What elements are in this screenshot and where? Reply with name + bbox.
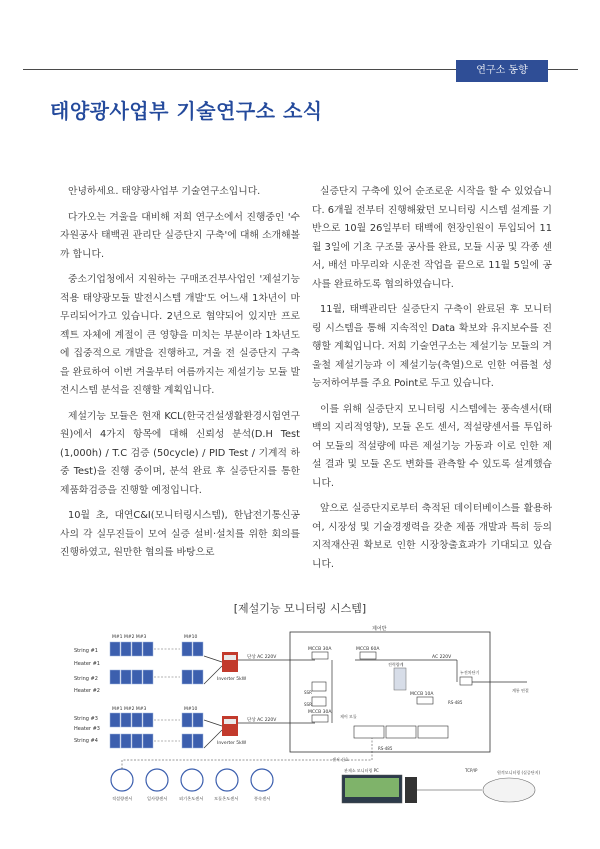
- figure-caption: [제설기능 모니터링 시스템]: [233, 602, 367, 615]
- breaker-label: MCCB 30A: [308, 710, 332, 715]
- dy-mdt-r-module: [418, 726, 448, 738]
- breaker-label: MCCB 10A: [410, 692, 434, 697]
- string-label: String #1: [74, 648, 98, 654]
- string-label: Heater #3: [74, 726, 100, 732]
- paragraph: 10월 초, 대연C&I(모니터링시스템), 한납전기통신공사의 각 실무진들이 모여 실증 설비·설치를 위한 회의를 진행하였고, 원만한 협의를 바탕으로: [60, 510, 300, 558]
- article-right-column: [312, 183, 552, 581]
- string-label: String #2: [74, 676, 98, 682]
- inverter-label: Inverter 5kW: [217, 741, 247, 746]
- small-label: 제어 모듈: [340, 714, 357, 719]
- string-label: Heater #1: [74, 661, 100, 667]
- sensor-label: 일사량센서: [147, 796, 168, 801]
- array-label: M#1 M#2 M#3: [112, 635, 147, 640]
- ac-label: 단상 AC 220V: [247, 655, 277, 660]
- breaker-label: MCCB 30A: [308, 647, 332, 652]
- small-label: RS-485: [378, 746, 393, 751]
- sensor-label: 외기온도센서: [179, 796, 204, 801]
- power-meter: [394, 668, 406, 690]
- array-label: M#10: [184, 707, 198, 712]
- section-tag: 연구소 동향: [456, 60, 548, 82]
- monitoring-pc: [342, 775, 417, 803]
- paragraph: 이를 위해 실증단지 모니터링 시스템에는 풍속센서(태백의 지리적영향), 모듈 온도 센서, 적설량센서를 투입하여 모듈의 적설량에 따른 제설기능 가동과 이로 인한 제설 결과 및 모듈 온도 변화를 관측할 수 있도록 설계했습니다.: [312, 403, 552, 489]
- string-label: Heater #2: [74, 688, 100, 694]
- paragraph: 실증단지 구축에 있어 순조로운 시작을 할 수 있었습니다. 6개월 전부터 진행해왔던 모니터링 시스템 설계를 기반으로 10월 26일부터 태백에 현장인원이 투입되어 11월 3일에 기초 구조물 공사를 완료, 모듈 시공 및 각종 센서, 배선 마무리와 시운전 작업을 끝으로 11월 5일에 공사를 완료하도록 협의하였습니다.: [312, 186, 552, 290]
- pv-array-1: [110, 642, 203, 656]
- module-temp-sensor-icon: [216, 769, 238, 791]
- pv-array-3: [110, 713, 203, 727]
- array-label: M#1 M#2 M#3: [112, 707, 147, 712]
- wind-sensor-icon: [251, 769, 273, 791]
- dy-mdt-w-module: [386, 726, 416, 738]
- sensor-label: 적설량센서: [112, 796, 133, 801]
- string-label: String #3: [74, 716, 98, 722]
- paragraph: 제설기능 모듈은 현재 KCL(한국건설생활환경시험연구원)에서 4가지 항목에 대해 신뢰성 분석(D.H Test (1,000h) / T.C 검증 (50cycle) / PID Test / 기계적 하중 Test)을 진행 중이며, 분석 완료 후 실증단지를 통한 제품화검증을 진행할 예정입니다.: [60, 410, 300, 496]
- small-label: 원격모니터링 (실증단지): [497, 770, 541, 775]
- small-label: 관제소 모니터링 PC: [344, 768, 379, 773]
- snowfall-sensor-icon: [111, 769, 133, 791]
- irradiance-sensor-icon: [146, 769, 168, 791]
- small-label: 계통 연결: [512, 688, 529, 693]
- pv-array-4: [110, 734, 203, 748]
- article-left-column: [60, 183, 300, 570]
- paragraph: 11월, 태백관리단 실증단지 구축이 완료된 후 모니터링 시스템을 통해 지속적인 Data 확보와 유지보수를 진행할 계획입니다. 저희 기술연구소는 제설기능 모듈의 겨울철 제설기능과 이 제설기능(축열)으로 인한 여름철 성능저하여부를 주요 Point로 두고 있습니다.: [312, 304, 552, 389]
- panel-label: 제어반: [372, 626, 387, 632]
- sensor-label: 풍속센서: [254, 796, 271, 801]
- paragraph: 중소기업청에서 지원하는 구매조건부사업인 '제설기능 적용 태양광모듈 발전시스템 개발'도 어느새 1차년이 마무리되어가고 있습니다. 2년으로 협약되어 있지만 프로젝트 자체에 계절이 큰 영향을 미치는 부분이라 1차년도에 집중적으로 개발을 진행하고, 겨울 전 실증단지 구축을 완료하여 이번 겨울부터 여름까지는 제설기능 모듈 발전시스템 분석을 진행할 계획입니다.: [60, 274, 300, 396]
- ac-label: 단상 AC 220V: [247, 718, 277, 723]
- page-title: 태양광사업부 기술연구소 소식: [50, 99, 323, 123]
- paragraph: 안녕하세요. 태양광사업부 기술연구소입니다.: [68, 186, 261, 197]
- small-label: TCP/IP: [465, 768, 478, 773]
- ac-label: AC 220V: [432, 655, 452, 660]
- small-label: SSR: [304, 702, 312, 707]
- small-label: 전력량계: [388, 662, 404, 667]
- paragraph: 다가오는 겨울을 대비해 저희 연구소에서 진행중인 '수자원공사 태백권 관리단 실증단지 구축'에 대해 소개해볼까 합니다.: [60, 211, 300, 260]
- earth-leakage-breaker: [460, 677, 472, 685]
- pv-array-2: [110, 670, 203, 684]
- ambient-temp-sensor-icon: [181, 769, 203, 791]
- monitoring-system-diagram: [72, 622, 547, 810]
- sensor-label: 모듈온도센서: [214, 796, 239, 801]
- network-cloud-icon: [483, 778, 535, 802]
- small-label: 누전차단기: [460, 670, 480, 675]
- ssr-relay: [312, 682, 326, 691]
- breaker-label: MCCB 60A: [356, 647, 380, 652]
- inverter-label: Inverter 5kW: [217, 677, 247, 682]
- string-label: String #4: [74, 738, 98, 744]
- paragraph: 앞으로 실증단지로부터 축적된 데이터베이스를 활용하여, 시장성 및 기술경쟁력을 갖춘 제품 개발과 특히 등의 지적재산권 확보로 인한 시장창출효과가 기대되고 있습니다.: [312, 503, 552, 570]
- array-label: M#10: [184, 635, 198, 640]
- ssr-relay: [312, 697, 326, 706]
- digital-io-module: [354, 726, 384, 738]
- small-label: 센서 신호: [332, 757, 349, 762]
- small-label: SSR: [304, 690, 312, 695]
- small-label: RS-485: [448, 700, 463, 705]
